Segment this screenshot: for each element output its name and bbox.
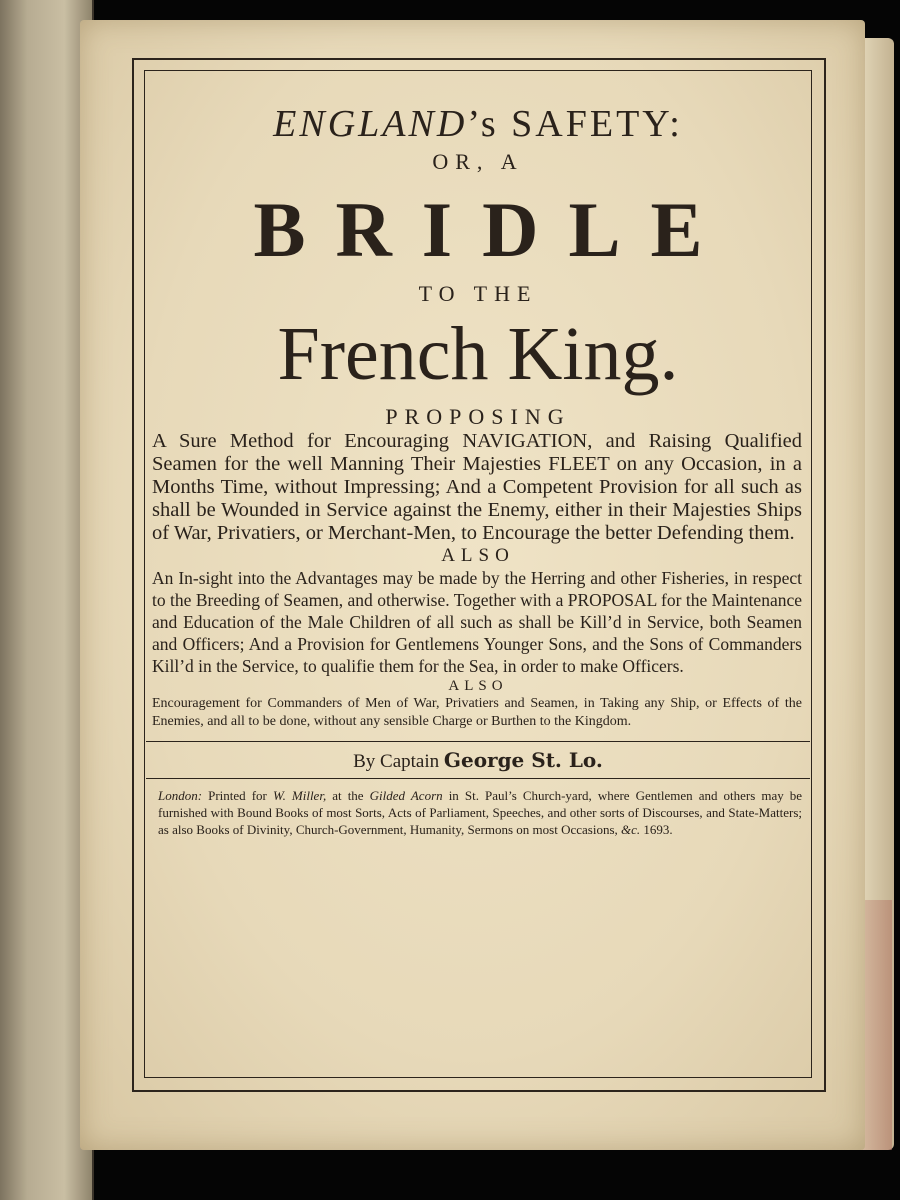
imprint-place: London: xyxy=(158,788,203,803)
also-heading-2: ALSO xyxy=(448,678,508,694)
author-name: George St. Lo. xyxy=(443,748,603,772)
title-page xyxy=(80,20,865,1150)
imprint xyxy=(146,779,810,838)
to-the-line: TO THE xyxy=(418,281,538,306)
proposing-heading: PROPOSING xyxy=(385,404,571,429)
author-line xyxy=(146,742,810,778)
page-edge-stain xyxy=(862,900,892,1150)
imprint-sign: Gilded Acorn xyxy=(369,788,443,803)
insight-paragraph: An In-sight into the Advantages may be made by the Herring and other Fisheries, in respect to the Breeding of Seamen, and otherwise. Together with a PROPOSAL for the Maintenance and Education of the Male Children of all such as shall be Kill’d in Service, both Seamen and Officers; And a Provision for Gentlemens Younger Sons, and the Sons of Commanders Kill’d in the Service, to qualifie them for the Sea, in order to make Officers. xyxy=(152,568,802,676)
also-heading-1: ALSO xyxy=(441,545,515,566)
imprint-etc: &c. xyxy=(621,822,641,837)
french-king-heading: French King. xyxy=(277,312,679,396)
title-apostrophe-s: ’s xyxy=(467,103,499,145)
imprint-printed-for: Printed for xyxy=(208,788,267,803)
or-a-line: OR, A xyxy=(432,149,524,174)
bridle-heading: BRIDLE xyxy=(253,186,733,273)
title-england: ENGLAND xyxy=(273,103,468,145)
imprint-at-the: at the xyxy=(332,788,364,803)
imprint-rest: in St. Paul’s Church-yard, where Gentlemen and others may be furnished with Bound Books of most Sorts, Acts of Parliament, Speeches, and other sorts of Discourses, and State-Matters; as also Books of Divinity, Church-Government, Humanity, Sermons on most Occasions, xyxy=(158,788,803,837)
imprint-year: 1693. xyxy=(643,822,673,837)
main-title xyxy=(146,102,810,146)
encouragement-paragraph: Encouragement for Commanders of Men of War, Privatiers and Seamen, in Taking any Ship, or Effects of the Enemies, and all to be done, without any sensible Charge or Burthen to the Kingdom. xyxy=(152,696,802,729)
imprint-printer: W. Miller, xyxy=(272,788,327,803)
title-safety: SAFETY: xyxy=(511,103,683,145)
proposal-paragraph: A Sure Method for Encouraging NAVIGATION, and Raising Qualified Seamen for the well Manning Their Majesties FLEET on any Occasion, in a Months Time, without Impressing; And a Competent Provision for all such as shall be Wounded in Service against the Enemy, either in their Majesties Ships of War, Privatiers, or Merchant-Men, to Encourage the better Defending them. xyxy=(152,430,802,544)
author-prefix: By Captain xyxy=(353,751,440,772)
title-page-content xyxy=(146,72,810,838)
